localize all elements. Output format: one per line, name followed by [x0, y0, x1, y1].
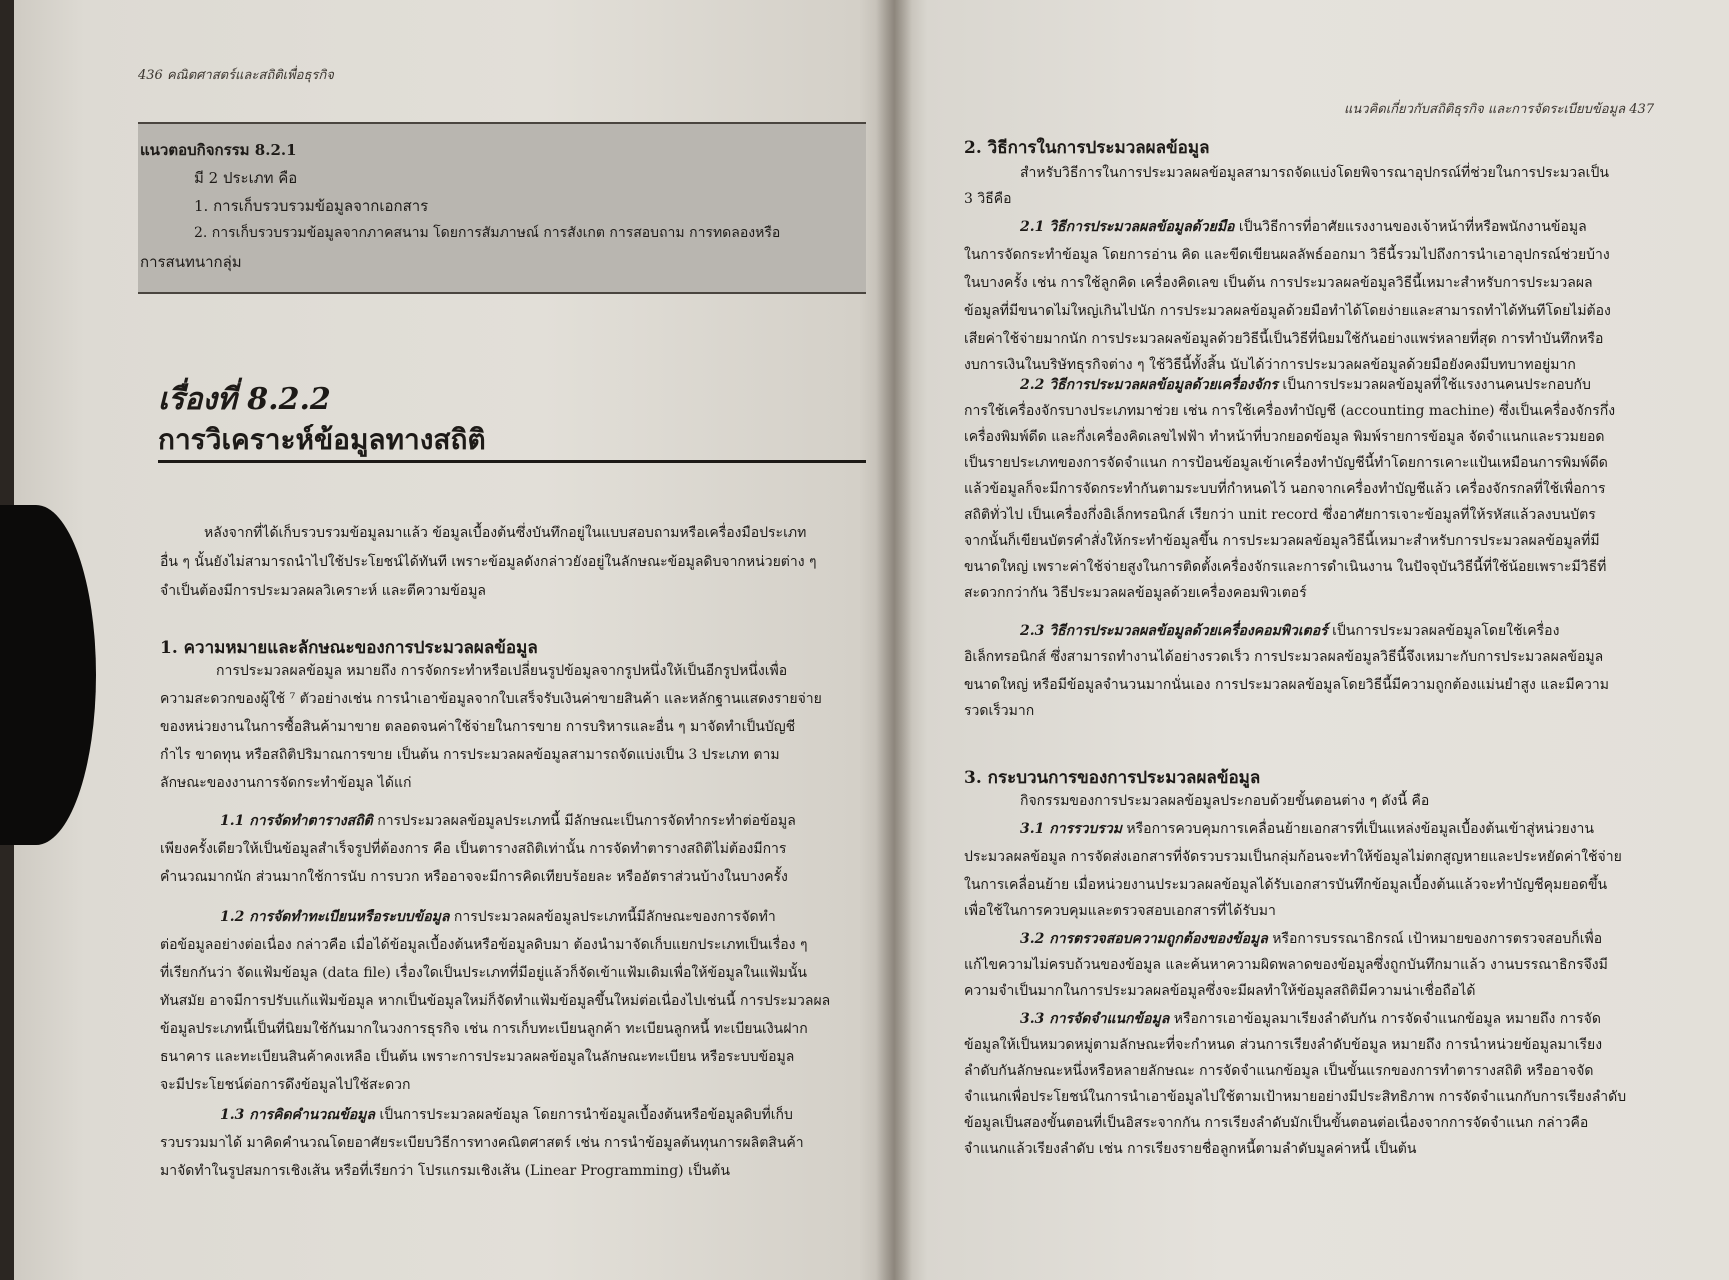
subsection-1-3-title: 1.3 การคิดคำนวณข้อมูล: [220, 1107, 375, 1123]
subsection-2-3: [1020, 622, 1559, 640]
section3-intro: กิจกรรมของการประมวลผลข้อมูลประกอบด้วยขั้นตอนต่าง ๆ ดังนี้ คือ: [1020, 793, 1430, 809]
section1-line: ความสะดวกของผู้ใช้ ⁷ ตัวอย่างเช่น การนำเอาข้อมูลจากใบเสร็จรับเงินค่าขายสินค้า และหลักฐานแสดงรายจ่าย: [160, 691, 822, 707]
activity-line: 1. การเก็บรวบรวมข้อมูลจากเอกสาร: [194, 197, 429, 215]
right-running-head: แนวคิดเกี่ยวกับสถิติธุรกิจ และการจัดระเบียบข้อมูล 437: [1344, 102, 1655, 117]
section1-line: ลักษณะของงานการจัดกระทำข้อมูล ได้แก่: [160, 775, 412, 791]
right-page: [894, 0, 1729, 1280]
section1-line: การประมวลผลข้อมูล หมายถึง การจัดกระทำหรือเปลี่ยนรูปข้อมูลจากรูปหนึ่งให้เป็นอีกรูปหนึ่งเพื่อ: [216, 663, 788, 679]
section2-intro-line: สำหรับวิธีการในการประมวลผลข้อมูลสามารถจัดแบ่งโดยพิจารณาอุปกรณ์ที่ช่วยในการประมวลเป็น: [1020, 165, 1609, 181]
left-page: [14, 0, 894, 1280]
chapter-label: เรื่องที่ 8.2.2: [158, 382, 331, 417]
p12-line: ที่เรียกกันว่า จัดแฟ้มข้อมูล (data file) เรื่องใดเป็นประเภทที่มีอยู่แล้วก็จัดเข้าแฟ้มเดิมเพื่อให้ข้อมูลในแฟ้มนั้น: [160, 965, 807, 981]
subsection-3-2-title: 3.2 การตรวจสอบความถูกต้องของข้อมูล: [1020, 931, 1268, 947]
p22-line: สถิติทั่วไป เป็นเครื่องกึ่งอิเล็กทรอนิกส์ เรียกว่า unit record ซึ่งอาศัยการเจาะข้อมูลที่ให้รหัสแล้วลงบนบัตร: [964, 507, 1596, 523]
p32-line: ความจำเป็นมากในการประมวลผลข้อมูลซึ่งจะมีผลทำให้ข้อมูลสถิติมีความน่าเชื่อถือได้: [964, 983, 1476, 999]
p23-line: รวดเร็วมาก: [964, 703, 1035, 719]
activity-line: มี 2 ประเภท คือ: [194, 169, 298, 187]
p22-line: การใช้เครื่องจักรบางประเภทมาช่วย เช่น การใช้เครื่องทำบัญชี (accounting machine) ซึ่งเป็นเครื่องจักรกึ่ง: [964, 403, 1616, 419]
p21-line: เสียค่าใช้จ่ายมากนัก การประมวลผลข้อมูลด้วยวิธีนี้เป็นวิธีที่นิยมใช้กันอย่างแพร่หลายที่สุด การทำบันทึกหรือ: [964, 331, 1604, 347]
section1-line: ของหน่วยงานในการซื้อสินค้ามาขาย ตลอดจนค่าใช้จ่ายในการขาย การบริหารและอื่น ๆ มาจัดทำเป็นบัญชี: [160, 719, 796, 735]
subsection-1-3: [220, 1106, 793, 1124]
intro-line: จำเป็นต้องมีการประมวลผลวิเคราะห์ และตีความข้อมูล: [160, 583, 487, 599]
activity-line: 2. การเก็บรวบรวมข้อมูลจากภาคสนาม โดยการสัมภาษณ์ การสังเกต การสอบถาม การทดลองหรือ: [194, 225, 781, 241]
p31-line: เพื่อใช้ในการควบคุมและตรวจสอบเอกสารที่ได้รับมา: [964, 903, 1276, 919]
p22-line: จากนั้นก็เขียนบัตรคำสั่งให้กระทำข้อมูลขึ้น การประมวลผลข้อมูลวิธีนี้เหมาะสำหรับการประมวลผลข้อมูลที่มี: [964, 533, 1600, 549]
p22-line: แล้วข้อมูลก็จะมีการจัดกระทำกันตามระบบที่กำหนดไว้ นอกจากเครื่องทำบัญชีแล้ว เครื่องจักรกลที่ใช้เพื่อการ: [964, 481, 1606, 497]
intro-line: หลังจากที่ได้เก็บรวบรวมข้อมูลมาแล้ว ข้อมูลเบื้องต้นซึ่งบันทึกอยู่ในแบบสอบถามหรือเครื่องมือประเภท: [204, 525, 807, 541]
subsection-2-1-text: เป็นวิธีการที่อาศัยแรงงานของเจ้าหน้าที่หรือพนักงานข้อมูล: [1238, 219, 1587, 235]
p12-line: ข้อมูลประเภทนี้เป็นที่นิยมใช้กันมากในวงการธุรกิจ เช่น การเก็บทะเบียนลูกค้า ทะเบียนลูกหนี้ ทะเบียนเงินฝาก: [160, 1021, 808, 1037]
chapter-title: การวิเคราะห์ข้อมูลทางสถิติ: [158, 423, 486, 456]
subsection-3-3: [1020, 1010, 1601, 1028]
subsection-3-1-text: หรือการควบคุมการเคลื่อนย้ายเอกสารที่เป็นแหล่งข้อมูลเบื้องต้นเข้าสู่หน่วยงาน: [1126, 821, 1594, 837]
activity-title: แนวตอบกิจกรรม 8.2.1: [140, 141, 297, 159]
subsection-1-1-title: 1.1 การจัดทำตารางสถิติ: [220, 813, 373, 829]
subsection-3-3-text: หรือการเอาข้อมูลมาเรียงลำดับกัน การจัดจำแนกข้อมูล หมายถึง การจัด: [1173, 1011, 1601, 1027]
section2-heading: 2. วิธีการในการประมวลผลข้อมูล: [964, 138, 1210, 158]
p21-line: ข้อมูลที่มีขนาดไม่ใหญ่เกินไปนัก การประมวลผลข้อมูลด้วยมือทำได้โดยง่ายและสามารถทำได้ทันทีโดยไม่ต้อง: [964, 303, 1611, 319]
left-running-head: 436 คณิตศาสตร์และสถิติเพื่อธุรกิจ: [138, 68, 334, 83]
p33-line: จำแนกแล้วเรียงลำดับ เช่น การเรียงรายชื่อลูกหนี้ตามลำดับมูลค่าหนี้ เป็นต้น: [964, 1141, 1417, 1157]
subsection-2-3-title: 2.3 วิธีการประมวลผลข้อมูลด้วยเครื่องคอมพิวเตอร์: [1020, 623, 1328, 639]
p21-line: ในการจัดกระทำข้อมูล โดยการอ่าน คิด และขีดเขียนผลลัพธ์ออกมา วิธีนี้รวมไปถึงการนำเอาอุปกรณ์ช่วยบ้าง: [964, 247, 1610, 263]
p31-line: ในการเคลื่อนย้าย เมื่อหน่วยงานประมวลผลข้อมูลได้รับเอกสารบันทึกข้อมูลเบื้องต้นแล้วจะทำบัญชีคุมยอดขึ้น: [964, 877, 1608, 893]
p21-line: งบการเงินในบริษัทธุรกิจต่าง ๆ ใช้วิธีนี้ทั้งสิ้น นับได้ว่าการประมวลผลข้อมูลด้วยมือยังคงมีบทบาทอยู่มาก: [964, 357, 1576, 373]
subsection-2-1-title: 2.1 วิธีการประมวลผลข้อมูลด้วยมือ: [1020, 219, 1235, 235]
p33-line: จำแนกเพื่อประโยชน์ในการนำเอาข้อมูลไปใช้ตามเป้าหมายอย่างมีประสิทธิภาพ การจัดจำแนกกับการเรียงลำดับ: [964, 1089, 1627, 1105]
p23-line: อิเล็กทรอนิกส์ ซึ่งสามารถทำงานได้อย่างรวดเร็ว การประมวลผลข้อมูลวิธีนี้จึงเหมาะกับการประมวลผลข้อมูล: [964, 649, 1604, 665]
p22-line: เป็นรายประเภทของการจัดจำแนก การป้อนข้อมูลเข้าเครื่องทำบัญชีนี้ทำโดยการเคาะแป้นเหมือนการพิมพ์ดีด: [964, 455, 1608, 471]
subsection-1-2-title: 1.2 การจัดทำทะเบียนหรือระบบข้อมูล: [220, 909, 450, 925]
intro-line: อื่น ๆ นั้นยังไม่สามารถนำไปใช้ประโยชน์ได้ทันที เพราะข้อมูลดังกล่าวยังอยู่ในลักษณะข้อมูลดิบจากหน่วยต่าง ๆ: [160, 554, 817, 570]
subsection-3-1: [1020, 820, 1594, 838]
activity-answer-box: [138, 122, 866, 294]
subsection-2-2-text: เป็นการประมวลผลข้อมูลที่ใช้แรงงานคนประกอบกับ: [1282, 377, 1591, 393]
p12-line: ธนาคาร และทะเบียนสินค้าคงเหลือ เป็นต้น เพราะการประมวลผลข้อมูลในลักษณะทะเบียน หรือระบบข้อมูล: [160, 1049, 795, 1065]
subsection-1-1: [220, 812, 796, 830]
book-gutter: [876, 0, 912, 1280]
p31-line: ประมวลผลข้อมูล การจัดส่งเอกสารที่จัดรวบรวมเป็นกลุ่มก้อนจะทำให้ข้อมูลไม่ตกสูญหายและประหยัดค่าใช้จ่าย: [964, 849, 1622, 865]
p12-line: จะมีประโยชน์ต่อการดึงข้อมูลไปใช้สะดวก: [160, 1077, 411, 1093]
p21-line: ในบางครั้ง เช่น การใช้ลูกคิด เครื่องคิดเลข เป็นต้น การประมวลผลข้อมูลวิธีนี้เหมาะสำหรับการประมวลผล: [964, 275, 1593, 291]
subsection-2-3-text: เป็นการประมวลผลข้อมูลโดยใช้เครื่อง: [1332, 623, 1560, 639]
chapter-rule: [158, 460, 866, 463]
section2-intro-line: 3 วิธีคือ: [964, 191, 1012, 207]
p22-line: สะดวกกว่ากัน วิธีประมวลผลข้อมูลด้วยเครื่องคอมพิวเตอร์: [964, 585, 1307, 601]
p33-line: ลำดับกันลักษณะหนึ่งหรือหลายลักษณะ การจัดจำแนกข้อมูล เป็นขั้นแรกของการทำตารางสถิติ หรืออาจจัด: [964, 1063, 1594, 1079]
subsection-3-2: [1020, 930, 1602, 948]
subsection-1-1-text: การประมวลผลข้อมูลประเภทนี้ มีลักษณะเป็นการจัดทำกระทำต่อข้อมูล: [377, 813, 796, 829]
subsection-3-2-text: หรือการบรรณาธิกรณ์ เป้าหมายของการตรวจสอบก็เพื่อ: [1272, 931, 1603, 947]
section1-heading: 1. ความหมายและลักษณะของการประมวลผลข้อมูล: [160, 638, 538, 658]
p12-line: ต่อข้อมูลอย่างต่อเนื่อง กล่าวคือ เมื่อได้ข้อมูลเบื้องต้นหรือข้อมูลดิบมา ต้องนำมาจัดเก็บแยกประเภทเป็นเรื่อง ๆ: [160, 937, 808, 953]
section3-heading: 3. กระบวนการของการประมวลผลข้อมูล: [964, 768, 1261, 788]
activity-line: การสนทนากลุ่ม: [140, 253, 242, 271]
subsection-2-1: [1020, 218, 1587, 236]
subsection-1-3-text: เป็นการประมวลผลข้อมูล โดยการนำข้อมูลเบื้องต้นหรือข้อมูลดิบที่เก็บ: [379, 1107, 793, 1123]
subsection-1-2-text: การประมวลผลข้อมูลประเภทนี้มีลักษณะของการจัดทำ: [453, 909, 776, 925]
p33-line: ข้อมูลเป็นสองขั้นตอนที่เป็นอิสระจากกัน การเรียงลำดับมักเป็นขั้นตอนต่อเนื่องจากการจัดจำแนก กล่าวคือ: [964, 1115, 1589, 1131]
p33-line: ข้อมูลให้เป็นหมวดหมู่ตามลักษณะที่จะกำหนด ส่วนการเรียงลำดับข้อมูล หมายถึง การนำหน่วยข้อมูลมาเรียง: [964, 1037, 1603, 1053]
p22-line: ขนาดใหญ่ เพราะค่าใช้จ่ายสูงในการติดตั้งเครื่องจักรและการดำเนินงาน ในปัจจุบันวิธีนี้ที่ใช้น้อยเพราะมีวิธีที่: [964, 559, 1607, 575]
p11-line: เพียงครั้งเดียวให้เป็นข้อมูลสำเร็จรูปที่ต้องการ คือ เป็นตารางสถิติเท่านั้น การจัดทำตารางสถิติไม่ต้องมีการ: [160, 841, 787, 857]
subsection-2-2: [1020, 376, 1591, 394]
subsection-3-3-title: 3.3 การจัดจำแนกข้อมูล: [1020, 1011, 1170, 1027]
subsection-1-2: [220, 908, 776, 926]
p22-line: เครื่องพิมพ์ดีด และกึ่งเครื่องคิดเลขไฟฟ้า ทำหน้าที่บวกยอดข้อมูล พิมพ์รายการข้อมูล จัดจำแนกและรวมยอด: [964, 429, 1605, 445]
p12-line: ทันสมัย อาจมีการปรับแก้แฟ้มข้อมูล หากเป็นข้อมูลใหม่ก็จัดทำแฟ้มข้อมูลขึ้นใหม่ต่อเนื่องไปเช่นนี้ การประมวลผล: [160, 993, 831, 1009]
subsection-3-1-title: 3.1 การรวบรวม: [1020, 821, 1122, 837]
p13-line: มาจัดทำในรูปสมการเชิงเส้น หรือที่เรียกว่า โปรแกรมเชิงเส้น (Linear Programming) เป็นต้น: [160, 1163, 730, 1179]
p11-line: คำนวณมากนัก ส่วนมากใช้การนับ การบวก หรืออาจจะมีการคิดเทียบร้อยละ หรืออัตราส่วนบ้างในบางครั้ง: [160, 869, 788, 885]
subsection-2-2-title: 2.2 วิธีการประมวลผลข้อมูลด้วยเครื่องจักร: [1020, 377, 1278, 393]
p13-line: รวบรวมมาได้ มาคิดคำนวณโดยอาศัยระเบียบวิธีการทางคณิตศาสตร์ เช่น การนำข้อมูลต้นทุนการผลิตสินค้า: [160, 1135, 804, 1151]
section1-line: กำไร ขาดทุน หรือสถิติปริมาณการขาย เป็นต้น การประมวลผลข้อมูลสามารถจัดแบ่งเป็น 3 ประเภท ตาม: [160, 747, 780, 763]
p32-line: แก้ไขความไม่ครบถ้วนของข้อมูล และค้นหาความผิดพลาดของข้อมูลซึ่งถูกบันทึกมาแล้ว งานบรรณาธิกรจึงมี: [964, 957, 1608, 973]
p23-line: ขนาดใหญ่ หรือมีข้อมูลจำนวนมากนั่นเอง การประมวลผลข้อมูลโดยวิธีนี้มีความถูกต้องแม่นยำสูง และมีความ: [964, 677, 1609, 693]
